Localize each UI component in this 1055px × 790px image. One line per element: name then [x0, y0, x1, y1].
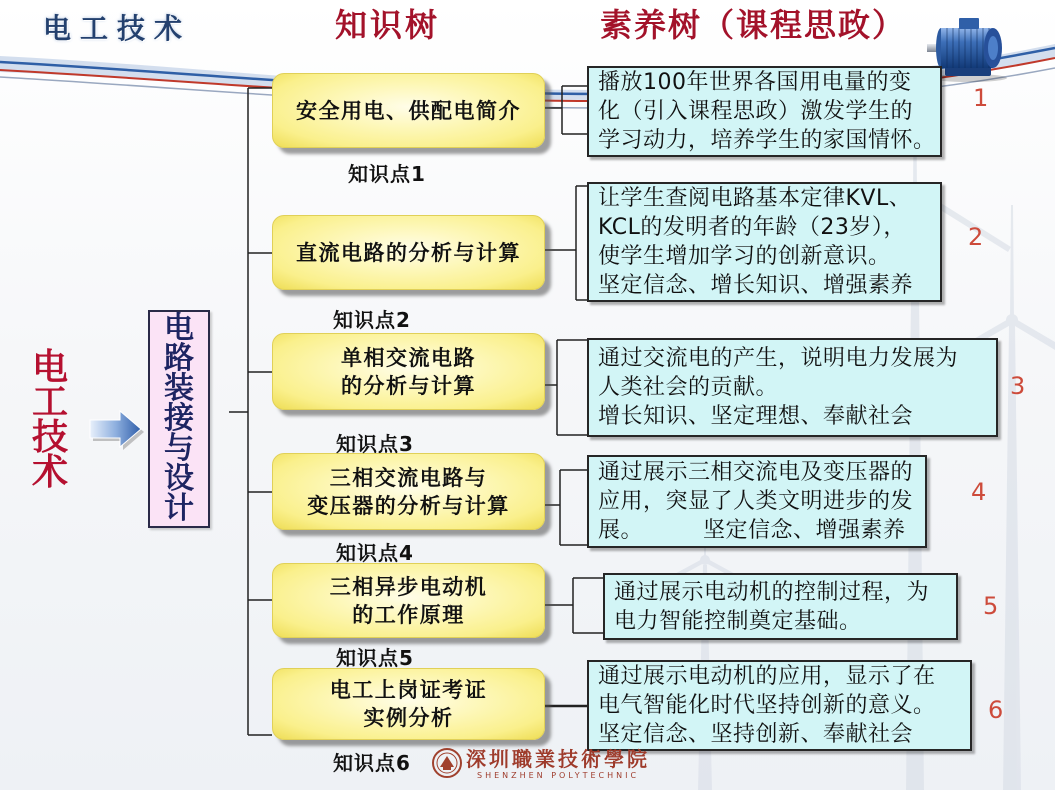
note-line: 人类社会的贡献。 — [598, 375, 779, 400]
note-line: 化（引入课程思政）激发学生的 — [598, 99, 914, 124]
note-line: 增长知识、坚定理想、奉献社会 — [598, 404, 914, 429]
topic-line: 三相异步电动机 — [329, 574, 488, 599]
knowledge-point-label-1: 知识点1 — [348, 162, 426, 186]
knowledge-point-label-2: 知识点2 — [333, 308, 411, 332]
note-connector-2 — [545, 186, 587, 300]
knowledge-point-label-4: 知识点4 — [336, 541, 414, 565]
course-title: 电路装接与设计 — [164, 311, 194, 526]
topic-box-4 — [272, 453, 545, 530]
note-line: 通过展示三相交流电及变压器的 — [598, 460, 914, 485]
note-number-2: 2 — [968, 223, 984, 251]
topic-line: 安全用电、供配电简介 — [296, 98, 521, 123]
topic-box-2 — [272, 215, 545, 290]
note-number-4: 4 — [971, 478, 987, 506]
note-line: 通过交流电的产生，说明电力发展为 — [598, 346, 959, 371]
note-line: 播放100年世界各国用电量的变 — [598, 70, 912, 95]
knowledge-point-label-3: 知识点3 — [336, 432, 414, 456]
literacy-tree-title: 素养树（课程思政） — [600, 6, 907, 44]
note-box-2 — [587, 182, 942, 302]
school-name-en: SHENZHEN POLYTECHNIC — [477, 771, 640, 780]
topic-line: 的工作原理 — [352, 602, 465, 627]
topic-line: 变压器的分析与计算 — [307, 493, 510, 518]
note-line: 学习动力，培养学生的家国情怀。 — [598, 128, 936, 153]
header-logo-text: 电工技术 — [43, 12, 192, 45]
note-connector-4 — [545, 470, 587, 545]
note-line: 电力智能控制奠定基础。 — [614, 608, 862, 634]
note-number-3: 3 — [1010, 372, 1026, 400]
note-number-5: 5 — [983, 592, 999, 620]
topic-line: 直流电路的分析与计算 — [296, 240, 521, 265]
note-number-1: 1 — [973, 84, 989, 112]
note-line: 通过展示电动机的应用，显示了在 — [598, 664, 936, 689]
note-line: 应用，突显了人类文明进步的发 — [598, 489, 914, 514]
knowledge-tree-title: 知识树 — [335, 6, 441, 44]
topic-line: 实例分析 — [363, 706, 454, 730]
knowledge-point-label-6: 知识点6 — [333, 751, 411, 775]
topic-box-3 — [272, 333, 545, 410]
topic-box-1 — [272, 73, 545, 148]
course-box — [148, 310, 210, 528]
topic-box-5 — [272, 563, 545, 638]
note-box-1 — [587, 66, 942, 157]
note-line: 让学生查阅电路基本定律KVL、 — [598, 186, 912, 211]
note-number-6: 6 — [988, 696, 1004, 724]
note-line: KCL的发明者的年龄（23岁）， — [598, 215, 906, 240]
topic-line: 三相交流电路与 — [329, 465, 488, 490]
note-line: 坚定信念、坚持创新、奉献社会 — [598, 722, 914, 747]
note-box-4 — [587, 455, 927, 548]
note-line: 展。 坚定信念、增强素养 — [598, 518, 906, 543]
note-box-6 — [587, 660, 972, 751]
right-arrow-icon — [88, 408, 146, 452]
note-line: 坚定信念、增长知识、增强素养 — [598, 273, 914, 298]
knowledge-point-label-5: 知识点5 — [336, 646, 414, 670]
note-line: 电气智能化时代坚持创新的意义。 — [598, 693, 936, 718]
topic-box-6 — [272, 668, 545, 740]
note-line: 通过展示电动机的控制过程，为 — [614, 579, 930, 605]
root-topic: 电工技术 — [31, 347, 68, 493]
topic-line: 单相交流电路 — [341, 345, 476, 370]
topic-line: 电工上岗证考证 — [329, 678, 488, 702]
note-connector-5 — [545, 578, 603, 633]
school-name: 深圳職業技術學院 — [466, 747, 650, 771]
note-line: 使学生增加学习的创新意识。 — [598, 244, 891, 269]
note-box-3 — [587, 338, 998, 437]
note-connector-1 — [545, 86, 587, 134]
topic-line: 的分析与计算 — [341, 373, 476, 398]
school-seal-icon — [431, 747, 463, 779]
note-box-5 — [603, 573, 958, 640]
note-connector-3 — [545, 340, 587, 435]
